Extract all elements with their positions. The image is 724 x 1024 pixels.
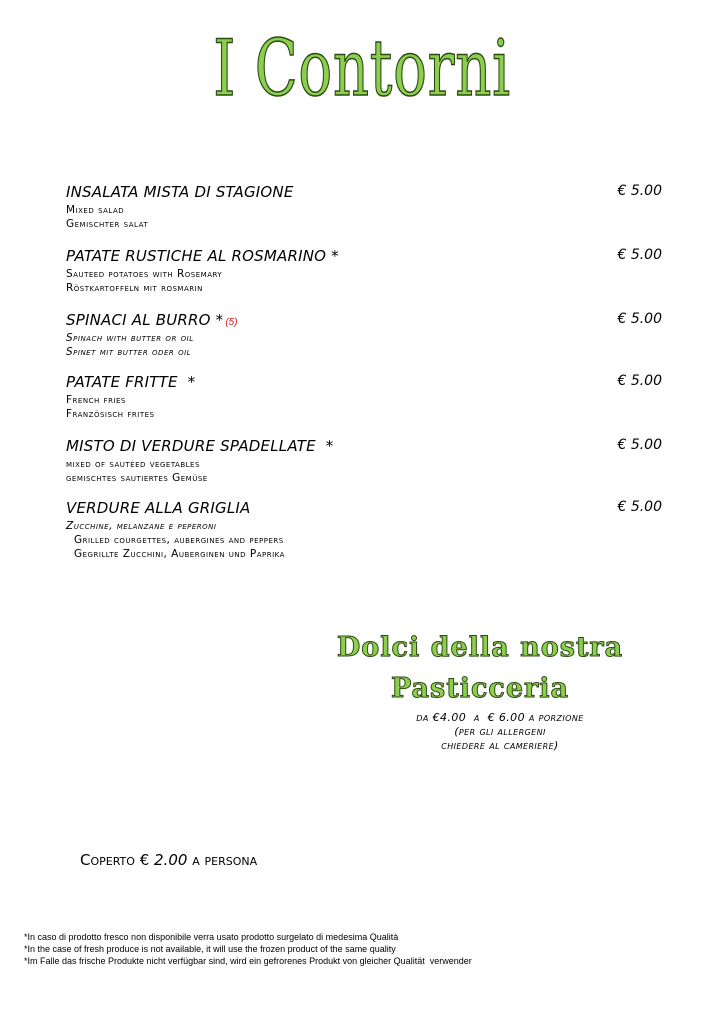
item-description: Spinach with butter or oil [66,332,194,344]
item-price: € 5.00 [617,373,662,389]
item-name: PATATE FRITTE * [66,373,196,391]
dolci-heading-line: Dolci della nostra [336,632,624,663]
item-description: gemischtes sautiertes Gemüse [66,472,208,484]
item-description: Französisch frites [66,408,155,420]
cover-charge-suffix: a persona [187,851,258,869]
item-name: INSALATA MISTA DI STAGIONE [66,183,294,201]
item-description: Sauteed potatoes with Rosemary [66,268,223,280]
footnote: *Im Falle das frische Produkte nicht verfügbar sind, wird ein gefrorenes Produkt von gleicher Qualität verwender [24,956,472,966]
dolci-note [340,711,660,753]
item-description: French fries [66,394,126,406]
item-name: VERDURE ALLA GRIGLIA [66,499,251,517]
item-price: € 5.00 [617,437,662,453]
menu-item [66,183,662,247]
cover-charge-amount: 2.00 [154,851,188,869]
menu-item [66,247,662,311]
allergen-badge: (5) [225,317,238,328]
dolci-allergen-note: chiedere al cameriere) [441,739,559,752]
item-name: MISTO DI VERDURE SPADELLATE * [66,437,334,455]
dolci-heading-line: Pasticceria [390,673,570,704]
dolci-heading [330,627,630,709]
page-title: I Contorni [213,24,511,114]
item-description: Zucchine, melanzane e peperoni [66,520,217,532]
footnote: *In the case of fresh produce is not available, it will use the frozen product of the same quality [24,944,396,954]
item-name: PATATE RUSTICHE AL ROSMARINO * [66,247,339,265]
item-description: Grilled courgettes, aubergines and peppers [74,534,284,546]
item-price: € 5.00 [617,183,662,199]
item-description: Röstkartoffeln mit rosmarin [66,282,203,294]
footnote: *In caso di prodotto fresco non disponibile verra usato prodotto surgelato di medesima Qualità [24,932,399,942]
dolci-price-range: da €4.00 a € 6.00 a porzione [416,711,584,724]
item-description: mixed of sautéed vegetables [66,458,200,470]
menu-item [66,499,662,561]
cover-charge-label: Coperto € [80,851,155,869]
item-description: Spinet mit butter oder oil [66,346,192,358]
item-price: € 5.00 [617,311,662,327]
item-price: € 5.00 [617,247,662,263]
item-description: Gemischter salat [66,218,149,230]
footnotes [24,931,704,967]
item-name: SPINACI AL BURRO * [66,311,224,329]
menu-item [66,373,662,437]
item-price: € 5.00 [617,499,662,515]
menu-item [66,311,662,373]
menu-list [66,183,662,561]
cover-charge [80,851,257,869]
dolci-allergen-note: (per gli allergeni [454,725,546,738]
menu-item [66,437,662,499]
item-description: Mixed salad [66,204,125,216]
item-description: Gegrillte Zucchini, Auberginen und Paprika [74,548,285,560]
